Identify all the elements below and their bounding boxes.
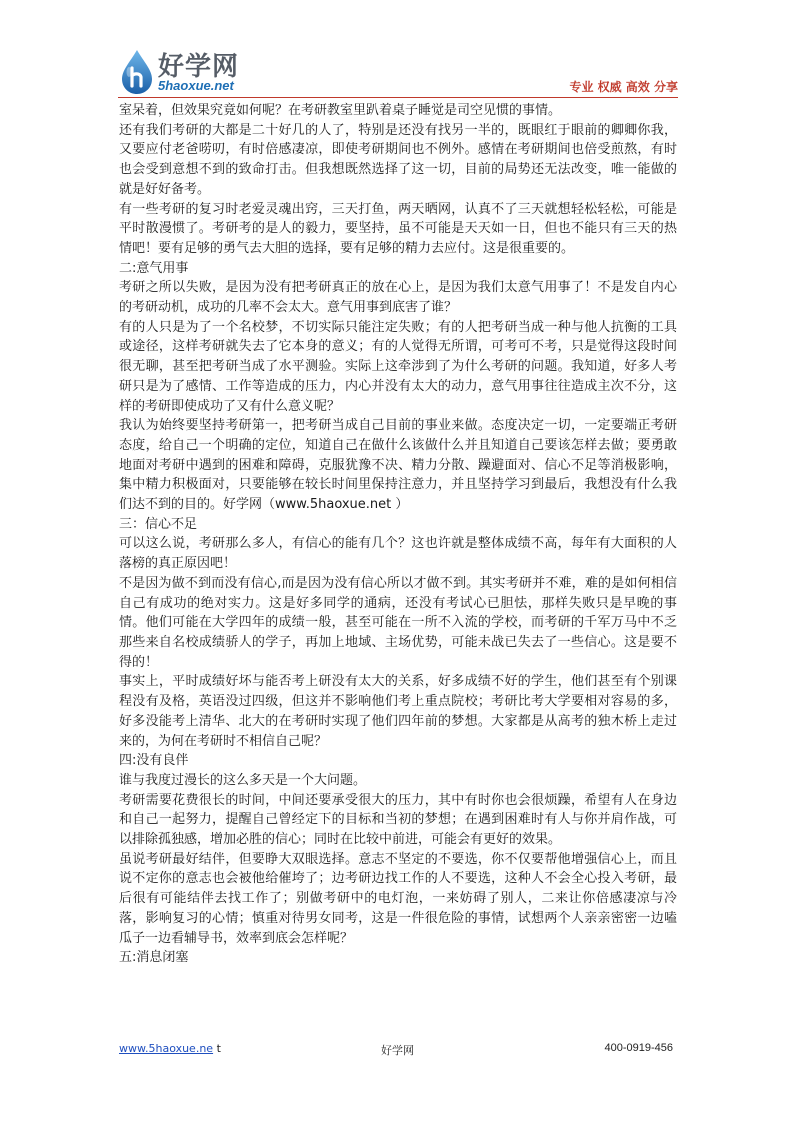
logo-chinese-name: 好学网 xyxy=(158,52,240,82)
paragraph: 虽说考研最好结伴，但要睁大双眼选择。意志不坚定的不要选，你不仅要帮他增强信心上，而且说不定你的意志也会被他给催垮了；边考研边找工作的人不要选，这种人不会全心投入考研，最后很有可能结伴去找工作了；别做考研中的电灯泡，一来妨碍了别人，二来让你倍感凄凉与冷落，影响复习的心情；慎重对待男女同考，这是一件很危险的事情，试想两个人亲亲密密一边嗑瓜子一边看辅导书，效率到底会怎样呢？ xyxy=(119,851,677,946)
footer-site xyxy=(119,1042,221,1055)
section-heading: 二:意气用事 xyxy=(119,260,189,276)
footer-phone: 400-0919-456 xyxy=(604,1042,673,1054)
section-heading: 三：信心不足 xyxy=(119,516,198,532)
header-slogan: 专业 权威 高效 分享 xyxy=(569,80,678,94)
paragraph: 可以这么说，考研那么多人，有信心的能有几个？这也许就是整体成绩不高，每年有大面积的人落榜的真正原因吧！ xyxy=(119,536,677,572)
logo-domain-text: 5haoxue.net xyxy=(158,78,234,93)
page-header xyxy=(118,40,678,96)
paragraph: 我认为始终要坚持考研第一，把考研当成自己目前的事业来做。态度决定一切，一定要端正考研态度，给自己一个明确的定位，知道自己在做什么该做什么并且知道自己要该怎样去做；要勇敢地面对考研中遇到的困难和障碍，克服犹豫不决、精力分散、躁避面对、信心不足等消极影响，集中精力积极面对，只要能够在较长时间里保持注意力，并且坚持学习到最后，我想没有什么我们达不到的目的。好学网（www.5haoxue.net ） xyxy=(119,418,677,513)
paragraph: 室呆着，但效果究竟如何呢？在考研教室里趴着桌子睡觉是司空见惯的事情。 xyxy=(119,103,562,118)
page-footer xyxy=(119,1042,677,1060)
water-drop-logo-icon xyxy=(118,48,156,96)
paragraph: 谁与我度过漫长的这么多天是一个大问题。 xyxy=(119,772,367,788)
section-heading: 五:消息闭塞 xyxy=(119,950,189,966)
paragraph: 有的人只是为了一个名校梦，不切实际只能注定失败；有的人把考研当成一种与他人抗衡的工具或途径，这样考研就失去了它本身的意义；有的人觉得无所谓，可考可不考，只是觉得这段时间很无聊，甚至把考研当成了水平测验。实际上这牵涉到了为什么考研的问题。我知道，好多人考研只是为了感情、工作等造成的压力，内心并没有太大的动力，意气用事往往造成主次不分，这样的考研即使成功了又有什么意义呢？ xyxy=(119,319,677,414)
paragraph: 考研需要花费很长的时间，中间还要承受很大的压力，其中有时你也会很烦躁，希望有人在身边和自己一起努力，提醒自己曾经定下的目标和当初的梦想；在遇到困难时有人与你并肩作战，可以排除孤独感，增加必胜的信心；同时在比较中前进，可能会有更好的效果。 xyxy=(119,792,677,848)
paragraph: 不是因为做不到而没有信心,而是因为没有信心所以才做不到。其实考研并不难，难的是如何相信自己有成功的绝对实力。这是好多同学的通病，还没有考试心已胆怯，那样失败只是早晚的事情。他们可能在大学四年的成绩一般，甚至可能在一所不入流的学校，而考研的千军万马中不乏那些来自名校成绩骄人的学子，再加上地域、主场优势，可能未战已失去了一些信心。这是要不得的！ xyxy=(119,575,677,670)
paragraph: 还有我们考研的大都是二十好几的人了，特别是还没有找另一半的，既眼红于眼前的卿卿你我，又要应付老爸唠叨，有时倍感凄凉，即使考研期间也不例外。感情在考研期间也倍受煎熬，有时也会受到意想不到的致命打击。但我想既然选择了这一切，目前的局势还无法改变，唯一能做的就是好好备考。 xyxy=(119,122,677,197)
paragraph: 事实上，平时成绩好坏与能否考上研没有太大的关系，好多成绩不好的学生，他们甚至有个别课程没有及格，英语没过四级，但这并不影响他们考上重点院校；考研比考大学要相对容易的多，好多没能考上清华、北大的在考研时实现了他们四年前的梦想。大家都是从高考的独木桥上走过来的，为何在考研时不相信自己呢？ xyxy=(119,674,677,749)
site-logo[interactable] xyxy=(118,40,278,96)
footer-site-suffix: t xyxy=(213,1042,221,1055)
document-body xyxy=(119,101,677,968)
paragraph: 考研之所以失败，是因为没有把考研真正的放在心上，是因为我们太意气用事了！不是发自内心的考研动机，成功的几率不会太大。意气用事到底害了谁？ xyxy=(119,280,677,316)
footer-site-link[interactable]: www.5haoxue.ne xyxy=(119,1042,214,1055)
header-divider xyxy=(118,97,678,98)
section-heading: 四:没有良伴 xyxy=(119,753,189,769)
footer-center-text: 好学网 xyxy=(381,1044,414,1057)
paragraph: 有一些考研的复习时老爱灵魂出窍，三天打鱼，两天晒网，认真不了三天就想轻松轻松，可能是平时散漫惯了。考研考的是人的毅力，要坚持，虽不可能是天天如一日，但也不能只有三天的热情吧！要有足够的勇气去大胆的选择，要有足够的精力去应付。这是很重要的。 xyxy=(119,201,677,256)
